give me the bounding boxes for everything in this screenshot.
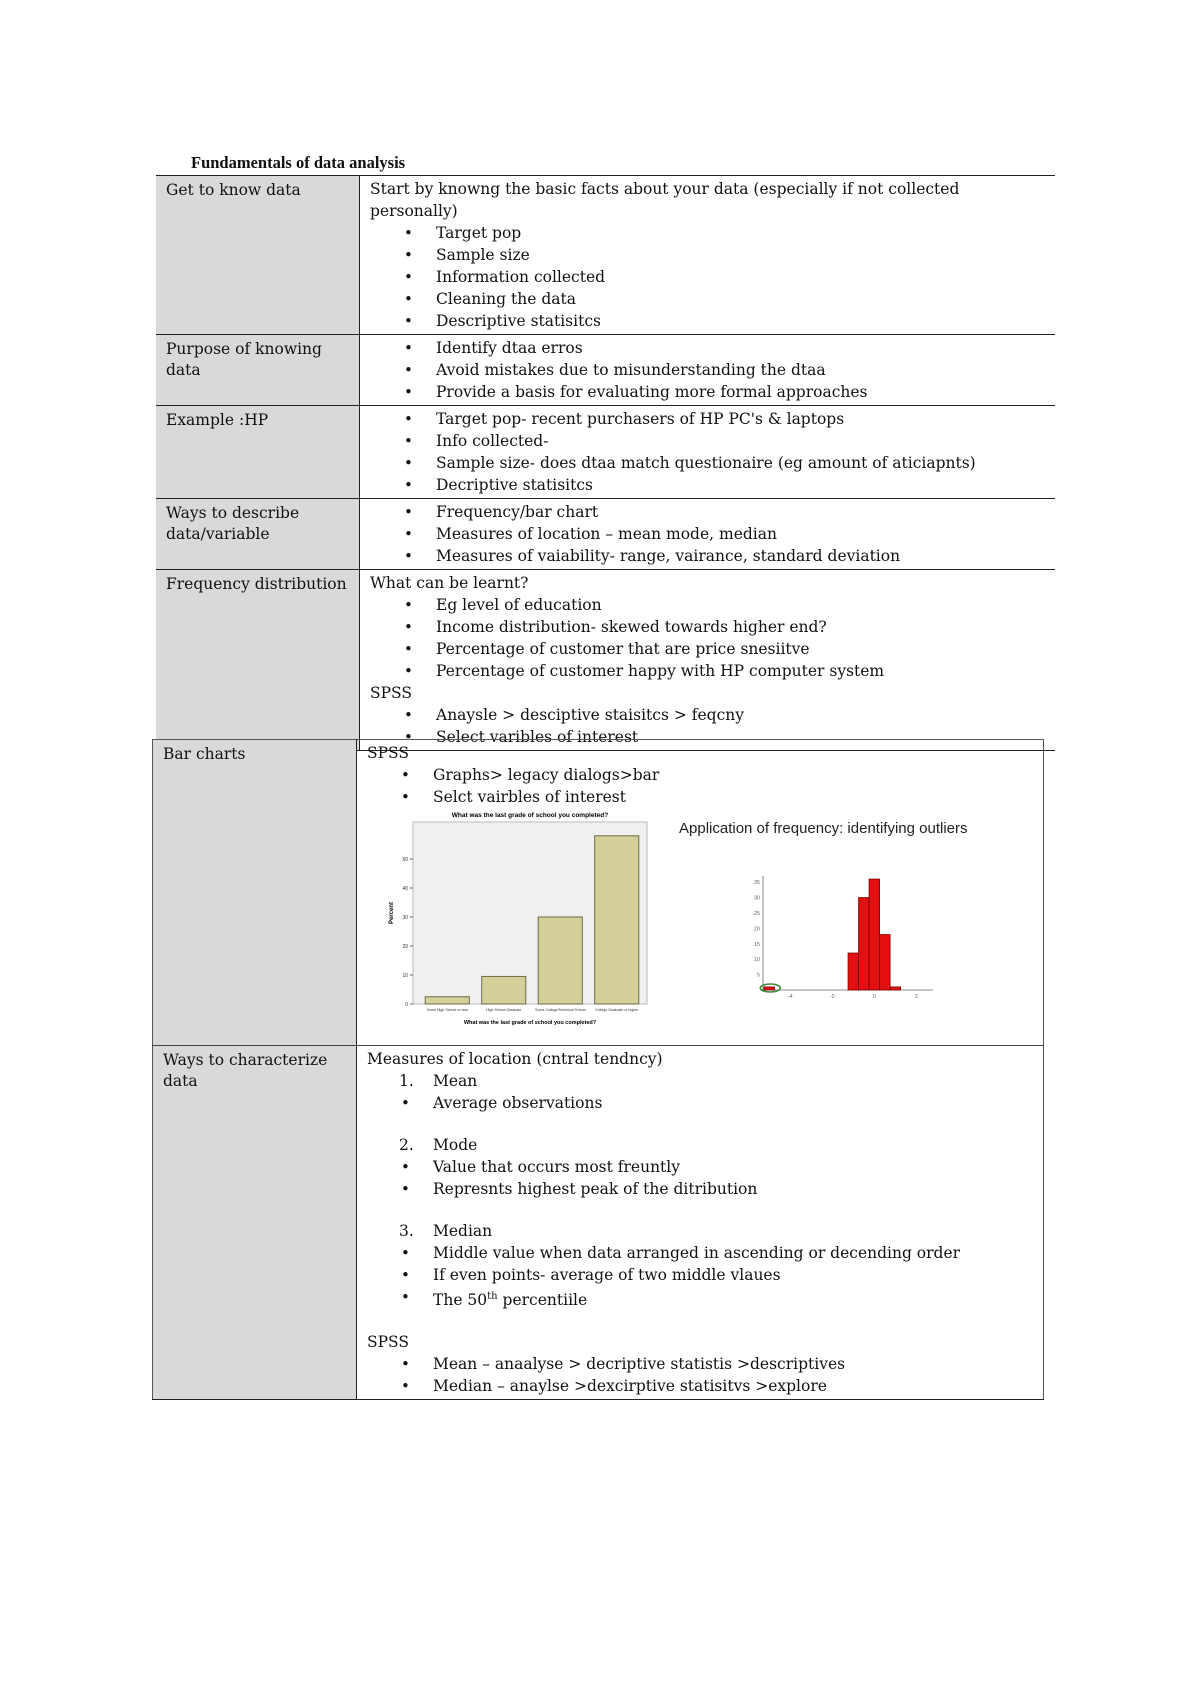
list-item: • Eg level of education (370, 594, 1051, 616)
bar (764, 987, 775, 990)
list-item: • Middle value when data arranged in ascending or decending order (367, 1242, 1039, 1264)
table-row (156, 570, 1055, 751)
bullet-list (370, 222, 1051, 332)
outlier-histogram (737, 866, 937, 1006)
list-item: • Income distribution- skewed towards higher end? (370, 616, 1051, 638)
spss-heading: SPSS (367, 1333, 410, 1352)
list-item: • Target pop- recent purchasers of HP PC's & laptops (370, 408, 1051, 430)
y-tick-label: 15 (753, 941, 760, 948)
row-label: Get to know data (156, 176, 360, 335)
x-tick-label: -2 (829, 994, 835, 1000)
bar (595, 836, 639, 1004)
row-label: Bar charts (153, 740, 357, 1046)
spss-heading: SPSS (367, 744, 410, 762)
item-number: 1. (399, 1072, 414, 1090)
bullet-list (367, 1092, 1039, 1114)
bar (538, 917, 582, 1004)
row-label: Ways to characterize data (153, 1046, 357, 1400)
spss-heading: SPSS (370, 684, 413, 702)
list-item: • Sample size (370, 244, 1051, 266)
item-number: 3. (399, 1222, 414, 1240)
list-item: • If even points- average of two middle vlaues (367, 1264, 1039, 1286)
bar (869, 879, 880, 990)
list-item: • Represnts highest peak of the ditribution (367, 1178, 1039, 1200)
list-item: • Sample size- does dtaa match questionaire (eg amount of aticiapnts) (370, 452, 1051, 474)
list-item: • Identify dtaa erros (370, 337, 1051, 359)
figures (367, 808, 1039, 1043)
item-title: Median (433, 1222, 493, 1240)
bar (425, 997, 469, 1004)
row-label: Purpose of knowing data (156, 335, 360, 406)
table-row (156, 335, 1055, 406)
list-item: • Measures of location – mean mode, median (370, 523, 1051, 545)
bullet-list (370, 408, 1051, 496)
bullet-list (367, 1242, 1039, 1311)
list-item: • Mean – anaalyse > decriptive statistis >descriptives (367, 1353, 1039, 1375)
y-tick-label: 25 (753, 910, 760, 917)
x-tick-label: 2 (914, 994, 918, 1000)
list-item: • Median – anaylse >dexcirptive statisitvs >explore (367, 1375, 1039, 1397)
y-tick-label: 40 (402, 886, 408, 892)
numbered-item (367, 1070, 1039, 1092)
bullet-list (370, 337, 1051, 403)
x-tick-label: -4 (787, 994, 793, 1000)
bullet-list (370, 594, 1051, 682)
y-tick-label: 35 (753, 880, 760, 887)
list-item: • Frequency/bar chart (370, 501, 1051, 523)
table-row (153, 1046, 1044, 1400)
list-item: • Measures of vaiability- range, vairance, standard deviation (370, 545, 1051, 567)
bullet-list (370, 501, 1051, 567)
numbered-item (367, 1134, 1039, 1156)
x-tick-label: 0 (872, 994, 876, 1000)
bar (848, 953, 859, 990)
y-tick-label: 10 (402, 973, 408, 979)
bullet-list (367, 1353, 1039, 1397)
table-row (153, 740, 1044, 1046)
table-row (156, 499, 1055, 570)
y-tick-label: 20 (402, 944, 408, 950)
notes-table-1 (156, 175, 1055, 751)
education-bar-chart (381, 808, 661, 1030)
row-label: Example :HP (156, 406, 360, 499)
x-tick-label: Some College/Technical School (534, 1008, 586, 1012)
row-label: Frequency distribution (156, 570, 360, 751)
row-intro: What can be learnt? (370, 574, 529, 592)
list-item: • Average observations (367, 1092, 1039, 1114)
list-item: • Decriptive statisitcs (370, 474, 1051, 496)
list-item: • Info collected- (370, 430, 1051, 452)
bullet-list (367, 764, 1039, 808)
list-item: • Cleaning the data (370, 288, 1051, 310)
list-item: • Selct vairbles of interest (367, 786, 1039, 808)
x-axis-label: What was the last grade of school you completed? (463, 1020, 597, 1026)
y-tick-label: 50 (402, 857, 408, 863)
outlier-chart-title: Application of frequency: identifying outliers (679, 820, 968, 837)
chart-title: What was the last grade of school you completed? (451, 812, 609, 819)
item-title: Mean (433, 1072, 478, 1090)
bar (859, 898, 870, 990)
item-title: Mode (433, 1136, 478, 1154)
list-item: • Descriptive statisitcs (370, 310, 1051, 332)
list-item: • The 50th percentiile (367, 1286, 1039, 1311)
bar (482, 976, 526, 1004)
x-tick-label: College Graduate or higher (595, 1008, 639, 1012)
y-axis-label: Percent (389, 901, 395, 925)
list-item: • Anaysle > desciptive staisitcs > feqcny (370, 704, 1051, 726)
list-item: • Target pop (370, 222, 1051, 244)
numbered-item (367, 1220, 1039, 1242)
table-row (156, 406, 1055, 499)
y-tick-label: 30 (753, 895, 760, 902)
list-item: • Provide a basis for evaluating more formal approaches (370, 381, 1051, 403)
list-item: • Select varibles of interest (370, 726, 1051, 748)
y-tick-label: 0 (405, 1002, 408, 1008)
table-row (156, 176, 1055, 335)
bar (890, 987, 901, 990)
list-item: • Avoid mistakes due to misunderstanding the dtaa (370, 359, 1051, 381)
list-item: • Value that occurs most freuntly (367, 1156, 1039, 1178)
y-tick-label: 30 (402, 915, 408, 921)
bullet-list (367, 1156, 1039, 1200)
item-number: 2. (399, 1136, 414, 1154)
list-item: • Information collected (370, 266, 1051, 288)
row-intro: Start by knowng the basic facts about your data (especially if not collected personally) (370, 180, 960, 220)
list-item: • Percentage of customer that are price snesiitve (370, 638, 1051, 660)
x-tick-label: Some High School or less (426, 1008, 468, 1012)
row-intro: Measures of location (cntral tendncy) (367, 1050, 663, 1068)
y-tick-label: 5 (756, 972, 760, 979)
x-tick-label: High School Graduate (486, 1008, 522, 1012)
page-title: Fundamentals of data analysis (191, 153, 406, 172)
bar (880, 935, 891, 990)
notes-table-2 (152, 739, 1044, 1400)
y-tick-label: 20 (753, 926, 760, 933)
row-label: Ways to describe data/variable (156, 499, 360, 570)
y-tick-label: 10 (753, 957, 760, 964)
list-item: • Percentage of customer happy with HP computer system (370, 660, 1051, 682)
list-item: • Graphs> legacy dialogs>bar (367, 764, 1039, 786)
